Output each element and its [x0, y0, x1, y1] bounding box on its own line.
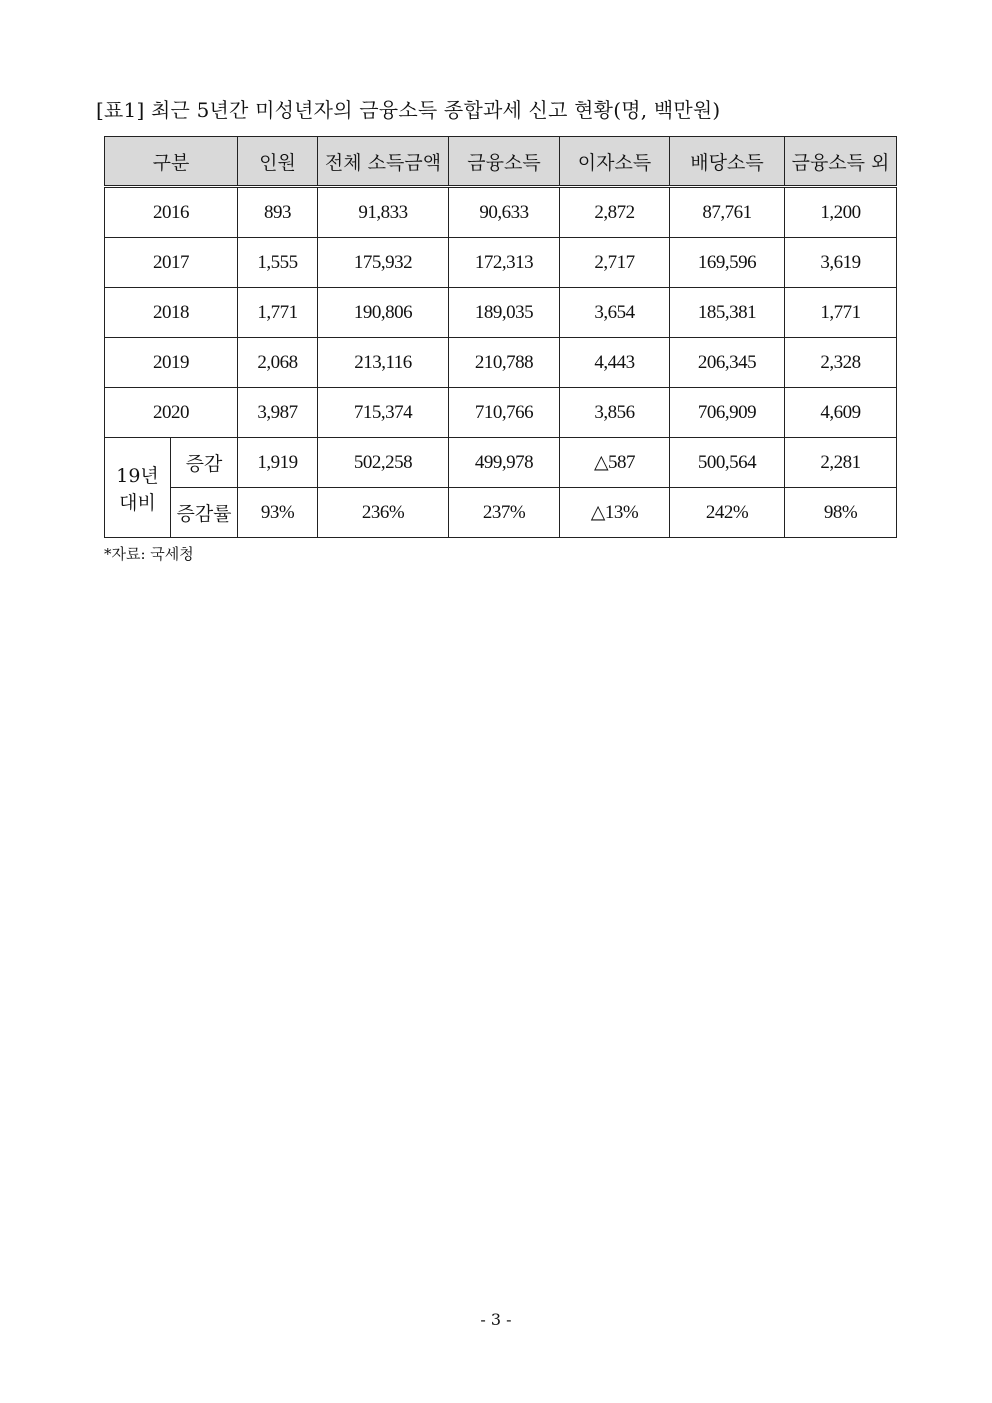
financial-income-cell: 172,313 [449, 238, 560, 288]
rate-interest-income-cell: △13% [560, 488, 670, 538]
header-people: 인원 [238, 137, 318, 187]
comparison-change-row [105, 438, 897, 488]
other-income-cell: 3,619 [785, 238, 897, 288]
header-financial-income: 금융소득 [449, 137, 560, 187]
total-income-cell: 91,833 [318, 187, 449, 238]
comparison-group-label [105, 438, 171, 538]
dividend-income-cell: 87,761 [670, 187, 785, 238]
change-other-income-cell: 2,281 [785, 438, 897, 488]
dividend-income-cell: 185,381 [670, 288, 785, 338]
dividend-income-cell: 169,596 [670, 238, 785, 288]
interest-income-cell: 2,717 [560, 238, 670, 288]
change-label: 증감 [171, 438, 238, 488]
interest-income-cell: 3,654 [560, 288, 670, 338]
change-dividend-income-cell: 500,564 [670, 438, 785, 488]
comparison-group-label-line2: 대비 [119, 491, 156, 514]
people-cell: 1,771 [238, 288, 318, 338]
change-total-income-cell: 502,258 [318, 438, 449, 488]
rate-dividend-income-cell: 242% [670, 488, 785, 538]
year-cell: 2017 [105, 238, 238, 288]
table-row [105, 338, 897, 388]
financial-income-cell: 189,035 [449, 288, 560, 338]
people-cell: 3,987 [238, 388, 318, 438]
rate-financial-income-cell: 237% [449, 488, 560, 538]
table-caption: [표1] 최근 5년간 미성년자의 금융소득 종합과세 신고 현황(명, 백만원) [96, 98, 721, 122]
interest-income-cell: 2,872 [560, 187, 670, 238]
total-income-cell: 213,116 [318, 338, 449, 388]
rate-label: 증감률 [171, 488, 238, 538]
header-other-income: 금융소득 외 [785, 137, 897, 187]
people-cell: 2,068 [238, 338, 318, 388]
total-income-cell: 715,374 [318, 388, 449, 438]
page-number: - 3 - [480, 1310, 512, 1329]
interest-income-cell: 4,443 [560, 338, 670, 388]
table-row [105, 187, 897, 238]
table-row [105, 238, 897, 288]
year-cell: 2020 [105, 388, 238, 438]
dividend-income-cell: 206,345 [670, 338, 785, 388]
dividend-income-cell: 706,909 [670, 388, 785, 438]
other-income-cell: 1,771 [785, 288, 897, 338]
total-income-cell: 190,806 [318, 288, 449, 338]
header-interest-income: 이자소득 [560, 137, 670, 187]
financial-income-cell: 210,788 [449, 338, 560, 388]
header-dividend-income: 배당소득 [670, 137, 785, 187]
source-note: *자료: 국세청 [104, 545, 194, 563]
comparison-rate-row [105, 488, 897, 538]
year-cell: 2018 [105, 288, 238, 338]
year-cell: 2019 [105, 338, 238, 388]
other-income-cell: 2,328 [785, 338, 897, 388]
table-row [105, 388, 897, 438]
other-income-cell: 4,609 [785, 388, 897, 438]
total-income-cell: 175,932 [318, 238, 449, 288]
rate-other-income-cell: 98% [785, 488, 897, 538]
other-income-cell: 1,200 [785, 187, 897, 238]
people-cell: 893 [238, 187, 318, 238]
financial-income-cell: 90,633 [449, 187, 560, 238]
rate-total-income-cell: 236% [318, 488, 449, 538]
table-header-row [105, 137, 897, 187]
rate-people-cell: 93% [238, 488, 318, 538]
year-cell: 2016 [105, 187, 238, 238]
change-interest-income-cell: △587 [560, 438, 670, 488]
header-category: 구분 [105, 137, 238, 187]
financial-income-table [104, 136, 897, 538]
financial-income-cell: 710,766 [449, 388, 560, 438]
change-financial-income-cell: 499,978 [449, 438, 560, 488]
table-row [105, 288, 897, 338]
interest-income-cell: 3,856 [560, 388, 670, 438]
comparison-group-label-line1: 19년 [116, 464, 159, 487]
header-total-income: 전체 소득금액 [318, 137, 449, 187]
change-people-cell: 1,919 [238, 438, 318, 488]
people-cell: 1,555 [238, 238, 318, 288]
